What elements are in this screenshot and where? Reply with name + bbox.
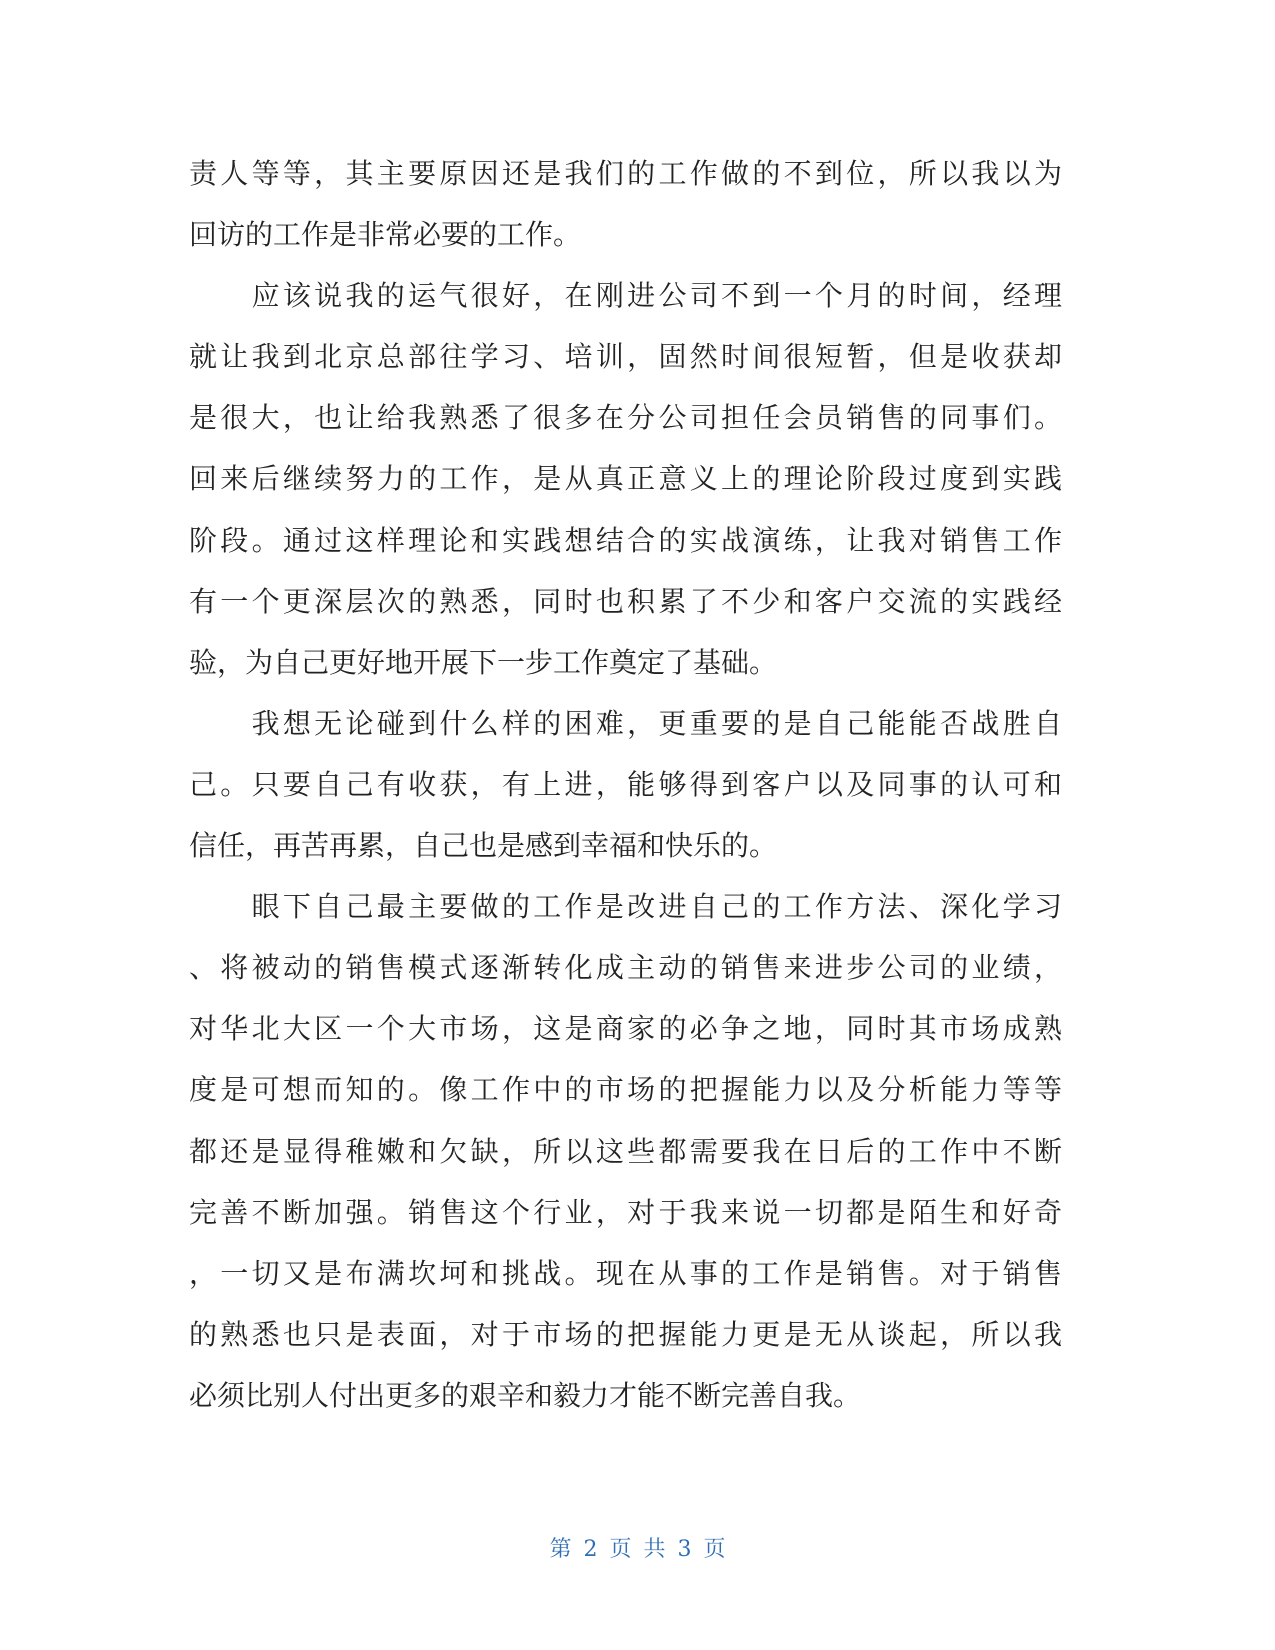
text-line: 责人等等，其主要原因还是我们的工作做的不到位，所以我以为 <box>189 157 1062 190</box>
text-line: 信任，再苦再累，自己也是感到幸福和快乐的。 <box>189 829 778 863</box>
text-line: 己。只要自己有收获，有上进，能够得到客户以及同事的认可和 <box>189 767 1062 801</box>
text-line: 的熟悉也只是表面，对于市场的把握能力更是无从谈起，所以我 <box>189 1317 1062 1351</box>
text-line: 对华北大区一个大市场，这是商家的必争之地，同时其市场成熟 <box>189 1012 1062 1046</box>
text-line: 就让我到北京总部往学习、培训，固然时间很短暂，但是收获却 <box>189 340 1062 374</box>
text-line: 度是可想而知的。像工作中的市场的把握能力以及分析能力等等 <box>189 1073 1062 1107</box>
text-line: 回访的工作是非常必要的工作。 <box>189 218 582 252</box>
footer-label-page-unit: 页 <box>609 1537 632 1562</box>
text-line: 有一个更深层次的熟悉，同时也积累了不少和客户交流的实践经 <box>189 584 1062 618</box>
page-number-footer <box>0 1530 1275 1570</box>
footer-total-pages: 3 <box>677 1537 692 1562</box>
text-line: 都还是显得稚嫩和欠缺，所以这些都需要我在日后的工作中不断 <box>189 1134 1062 1168</box>
text-line: 必须比别人付出更多的艰辛和毅力才能不断完善自我。 <box>189 1378 862 1412</box>
text-line: 眼下自己最主要做的工作是改进自己的工作方法、深化学习 <box>189 890 1062 924</box>
text-line: 、将被动的销售模式逐渐转化成主动的销售来进步公司的业绩， <box>189 951 1062 985</box>
text-line: 应该说我的运气很好，在刚进公司不到一个月的时间，经理 <box>189 279 1062 313</box>
text-line: 阶段。通过这样理论和实践想结合的实战演练，让我对销售工作 <box>189 523 1062 557</box>
text-line: 是很大，也让给我熟悉了很多在分公司担任会员销售的同事们。 <box>189 401 1062 435</box>
text-line: ，一切又是布满坎坷和挑战。现在从事的工作是销售。对于销售 <box>189 1256 1062 1290</box>
footer-label-total-unit: 页 <box>703 1537 726 1562</box>
text-line: 完善不断加强。销售这个行业，对于我来说一切都是陌生和好奇 <box>189 1195 1062 1229</box>
footer-label-page: 第 <box>549 1537 572 1562</box>
footer-label-total: 共 <box>643 1537 666 1562</box>
text-line: 验，为自己更好地开展下一步工作奠定了基础。 <box>189 645 778 679</box>
text-line: 我想无论碰到什么样的困难，更重要的是自己能能否战胜自 <box>189 706 1062 740</box>
text-line: 回来后继续努力的工作，是从真正意义上的理论阶段过度到实践 <box>189 462 1062 496</box>
footer-current-page: 2 <box>583 1537 598 1562</box>
body-text <box>189 143 1062 1426</box>
